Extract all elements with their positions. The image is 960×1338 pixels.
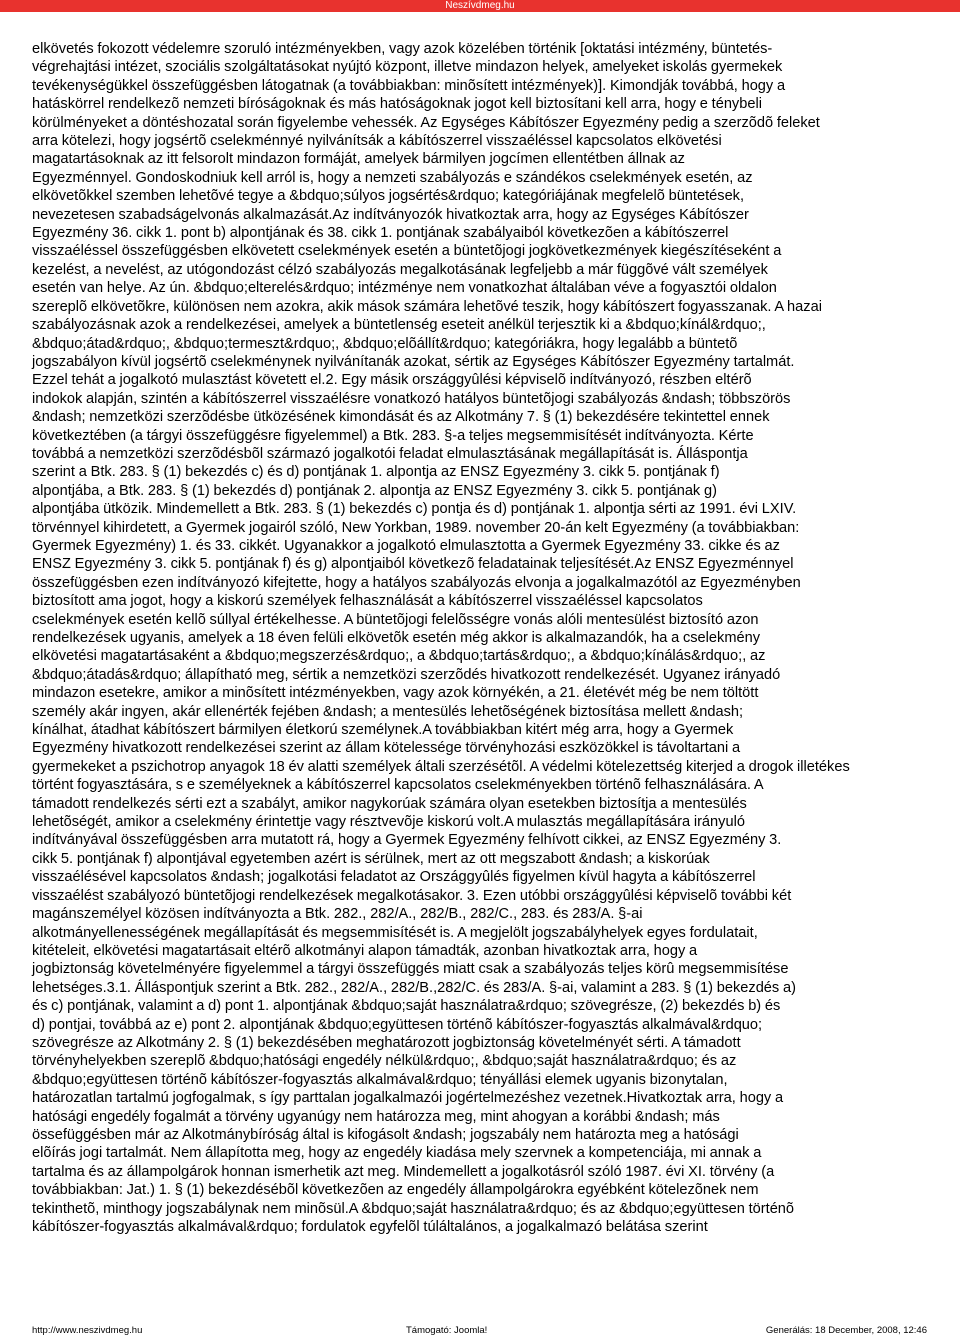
article-body: elkövetés fokozott védelemre szoruló intézményekben, vagy azok közelében történik [oktatási intézmény, büntetés- végrehajtási intézet, szociális szolgáltatásokat nyújtó központ, illetve mindazon helyek, amelyeket iskolás gyermekek tevékenységükkel összefüggésben látogatnak (a továbbiakban: minõsített intézmények)]. Kimondják továbbá, hogy a hatáskörrel rendelkezõ nemzeti bíróságoknak és más hatóságoknak jogot kell biztosítani kell arra, hogy e ténybeli körülményeket a döntéshozatal során figyelembe vehessék. Az Egységes Kábítószer Egyezmény pedig a szerzõdõ feleket arra kötelezi, hogy jogsértõ cselekménnyé nyilvánítsák a kábítószerrel visszaéléssel kapcsolatos elkövetési magatartásoknak az itt felsorolt mindazon formáját, amelyek bármilyen jogcímen ellentétben állnak az Egyezménnyel. Gondoskodniuk kell arról is, hogy a nemzeti szabályozás e szándékos cselekmények esetén, az elkövetõkkel szemben lehetõvé tegye a &bdquo;súlyos jogsértés&rdquo; kategóriájának megfelelõ büntetések, nevezetesen szabadságelvonás alkalmazását.Az indítványozók hivatkoztak arra, hogy az Egységes Kábítószer Egyezmény 36. cikk 1. pont b) alpontjának és 38. cikk 1. pontjának szabályaiból következõen a kábítószerrel visszaéléssel összefüggésben elkövetett cselekmények esetén a büntetõjogi jogkövetkezmények kiegészítéseként a kezelést, a nevelést, az utógondozást célzó szabályozás megalkotásának legfeljebb a már függõvé vált személyek esetén van helye. Az ún. &bdquo;elterelés&rdquo; intézménye nem vonatkozhat általában véve a fogyasztói oldalon szereplõ elkövetõkre, különösen nem azokra, akik mások számára lehetõvé teszik, hogy kábítószert fogyasszanak. A hazai szabályozásnak azok a rendelkezései, amelyek a büntetlenség eseteit anélkül terjesztik ki a &bdquo;kínál&rdquo;, &bdquo;átad&rdquo;, &bdquo;termeszt&rdquo;, &bdquo;elõállít&rdquo; kategóriákra, hogy legalább a büntetõ jogszabályon kívül jogsértõ cselekménynek nyilvánítanák azokat, sértik az Egységes Kábítószer Egyezmény tartalmát. Ezzel tehát a jogalkotó mulasztást követett el.2. Egy másik országgyûlési képviselõ indítványozó, részben eltérõ indokok alapján, szintén a kábítószerrel visszaélésre vonatkozó hatályos büntetõjogi szabályozás &ndash; többszörös &ndash; nemzetközi szerzõdésbe ütközésének kimondását és az Alkotmány 7. § (1) bekezdésére tekintettel ennek következtében (a tárgyi összefüggésre figyelemmel) a Btk. 283. §-a teljes megsemmisítését indítványozta. Kérte továbbá a nemzetközi szerzõdésbõl származó jogalkotói feladat elmulasztásának megállapítását is. Álláspontja szerint a Btk. 283. § (1) bekezdés c) és d) pontjának 1. alpontja az ENSZ Egyezmény 3. cikk 5. pontjának f) alpontjába, a Btk. 283. § (1) bekezdés d) pontjának 2. alpontja az ENSZ Egyezmény 3. cikk 5. pontjának g) alpontjába ütközik. Mindemellett a Btk. 283. § (1) bekezdés c) pontja és d) pontjának 1. alpontja sérti az 1991. évi LXIV. törvénnyel kihirdetett, a Gyermek jogairól szóló, New Yorkban, 1989. november 20-án kelt Egyezmény (a továbbiakban: Gyermek Egyezmény) 1. és 33. cikkét. Ugyanakkor a jogalkotó elmulasztotta a Gyermek Egyezmény 33. cikke és az ENSZ Egyezmény 3. cikk 5. pontjának f) és g) alpontjaiból következõ feladatainak teljesítését.Az ENSZ Egyezménnyel összefüggésben ezen indítványozó kifejtette, hogy a hatályos szabályozás elvonja a jogalkalmazótól az Egyezményben biztosított ama jogot, hogy a kiskorú személyek felhasználását a kábítószerrel visszaéléssel kapcsolatos cselekmények esetén kellõ súllyal értékelhesse. A büntetõjogi felelõsségre vonás alóli mentesülést biztosító azon rendelkezések ugyanis, amelyek a 18 éven felüli elkövetõk esetén még akkor is alkalmazandók, ha a cselekmény elkövetési magatartásaként a &bdquo;megszerzés&rdquo;, a &bdquo;tartás&rdquo;, a &bdquo;kínálás&rdquo;, az &bdquo;átadás&rdquo; állapítható meg, sértik a nemzetközi szerzõdés hivatkozott rendelkezését. Ugyanez irányadó mindazon esetekre, amikor a minõsített intézményekben, vagy azok környékén, a 21. életévét még be nem töltött személy akár ingyen, akár ellenérték fejében &ndash; a mentesülés lehetõségének biztosítása mellett &ndash; kínálhat, átadhat kábítószert bármilyen életkorú személynek.A továbbiakban kitért még arra, hogy a Gyermek Egyezmény hivatkozott rendelkezései szerint az állam kötelessége törvényhozási eszközökkel is távoltartani a gyermekeket a pszichotrop anyagok 18 év alatti személyek általi szerzésétõl. A védelmi kötelezettség kiterjed a drogok illetékes történt fogyasztására, s e személyeknek a kábítószerrel kapcsolatos cselekményekben történõ felhasználására. A támadott rendelkezés sérti ezt a szabályt, amikor nagykorúak számára olyan esetekben biztosítja a mentesülés lehetõségét, amikor a cselekmény érintettje vagy résztvevõje kiskorú volt.A mulasztás megállapítására irányuló indítványával összefüggésben arra mutatott rá, hogy a Gyermek Egyezmény felhívott cikkei, az ENSZ Egyezmény 3. cikk 5. pontjának f) alpontjával egyetemben azért is sérülnek, mert az ott megszabott &ndash; a kiskorúak visszaélésével kapcsolatos &ndash; jogalkotási feladatot az Országgyûlés figyelmen kívül hagyta a kábítószerrel visszaélést szabályozó büntetõjogi rendelkezések megalkotásakor. 3. Ezen utóbbi országgyûlési képviselõ további két magánszemélyel közösen indítványozta a Btk. 282., 282/A., 282/B., 282/C., 283. és 283/A. §-ai alkotmányellenességének megállapítását és megsemmisítését is. A megjelölt jogszabályhelyek egyes fordulatait, kitételeit, elkövetési magatartásait eltérõ alkotmányi alapon támadták, azonban hivatkoztak arra, hogy a jogbiztonság követelményére figyelemmel a tárgyi összefüggés miatt csak a szabályozás teljes körû megsemmisítése lehetséges.3.1. Álláspontjuk szerint a Btk. 282., 282/A., 282/B.,282/C. és 283/A. §-ai, valamint a 283. § (1) bekezdés a) és c) pontjának, valamint a d) pont 1. alpontjának &bdquo;saját használatra&rdquo; szövegrésze, (2) bekezdés b) és d) pontjai, továbbá az e) pont 2. alpontjának &bdquo;együttesen történõ kábítószer-fogyasztás alkalmával&rdquo; szövegrésze az Alkotmány 2. § (1) bekezdésében meghatározott jogbiztonság követelményét sérti. A támadott törvényhelyekben szereplõ &bdquo;hatósági engedély nélkül&rdquo;, &bdquo;saját használatra&rdquo; és az &bdquo;együttesen történõ kábítószer-fogyasztás alkalmával&rdquo; tényállási elemek ugyanis bizonytalan, határozatlan tartalmú jogfogalmak, s így parttalan jogalkalmazói jogértelmezéshez vezetnek.Hivatkoztak arra, hogy a hatósági engedély fogalmát a törvény ugyanúgy nem határozza meg, mint ahogyan a korábbi &ndash; más össefüggésben már az Alkotmánybíróság által is kifogásolt &ndash; jogszabály nem határozta meg a hatósági elõírás jogi tartalmát. Nem állapította meg, hogy az engedély kiadása mely szervnek a kompetenciája, mi annak a tartalma és az állampolgárok honnan ismerhetik azt meg. Mindemellett a jogalkotásról szóló 1987. évi XI. törvény (a továbbiakban: Jat.) 1. § (1) bekezdésébõl következõen az engedély állampolgárokra egyébként kötelezõnek nem tekinthetõ, minthogy jogszabálynak nem minõsül.A &bdquo;saját használatra&rdquo; és az &bdquo;együttesen történõ kábítószer-fogyasztás alkalmával&rdquo; fordulatok egyfelõl túláltalános, a jogalkalmazó belátása szerint [32,41,850,1235]
footer-powered-by: Támogató: Joomla! [406,1325,488,1336]
page-footer [32,1325,927,1337]
site-name: Neszívdmeg.hu [445,0,515,11]
footer-url-link[interactable]: http://www.neszivdmeg.hu [32,1325,143,1336]
site-header-bar [0,0,960,12]
footer-generated-date: Generálás: 18 December, 2008, 12:46 [765,1325,927,1336]
